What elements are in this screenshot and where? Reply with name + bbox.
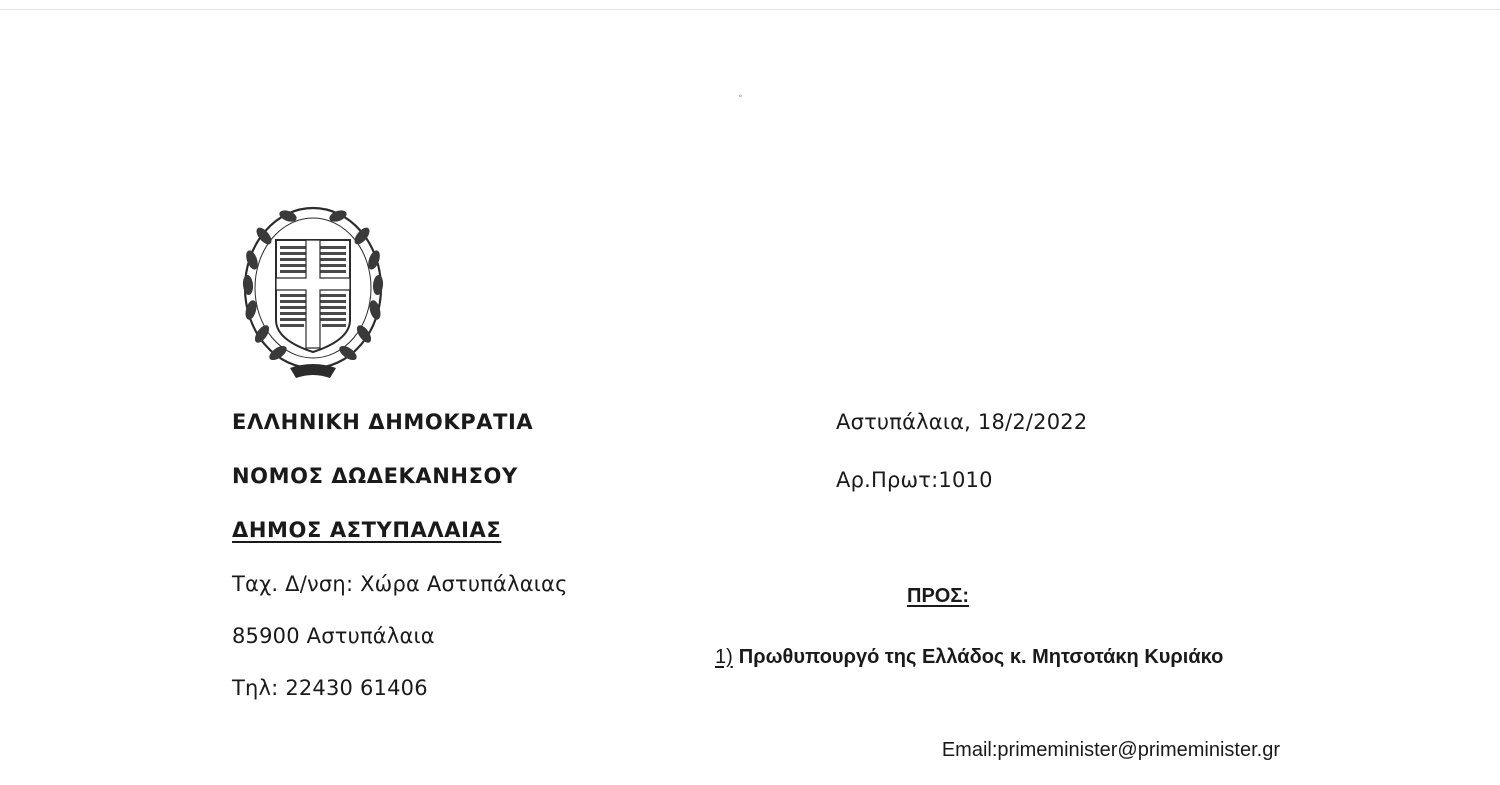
recipients-heading: ΠΡΟΣ:: [907, 585, 970, 607]
place-date: Αστυπάλαια, 18/2/2022: [836, 410, 1088, 434]
recipient-email: Email:primeminister@primeminister.gr: [941, 739, 1280, 761]
recipient-item: [715, 646, 1223, 669]
postal-address: Ταχ. Δ/νση: Χώρα Αστυπάλαιας: [232, 572, 568, 596]
republic-heading: ΕΛΛΗΝΙΚΗ ΔΗΜΟΚΡΑΤΙΑ: [232, 410, 534, 434]
phone-number: Τηλ: 22430 61406: [232, 676, 428, 700]
greek-coat-of-arms-icon: [238, 200, 388, 382]
prefecture-heading: ΝΟΜΟΣ ΔΩΔΕΚΑΝΗΣΟΥ: [232, 464, 518, 488]
scan-speck: °: [738, 94, 743, 104]
recipient-number: 1): [715, 646, 733, 668]
recipient-name: Πρωθυπουργό της Ελλάδος κ. Μητσοτάκη Κυριάκο: [738, 646, 1224, 668]
postal-code: 85900 Αστυπάλαια: [232, 624, 435, 648]
protocol-number: Αρ.Πρωτ:1010: [836, 468, 993, 492]
municipality-heading: ΔΗΜΟΣ ΑΣΤΥΠΑΛΑΙΑΣ: [232, 518, 502, 542]
scan-edge-divider: [0, 9, 1500, 10]
